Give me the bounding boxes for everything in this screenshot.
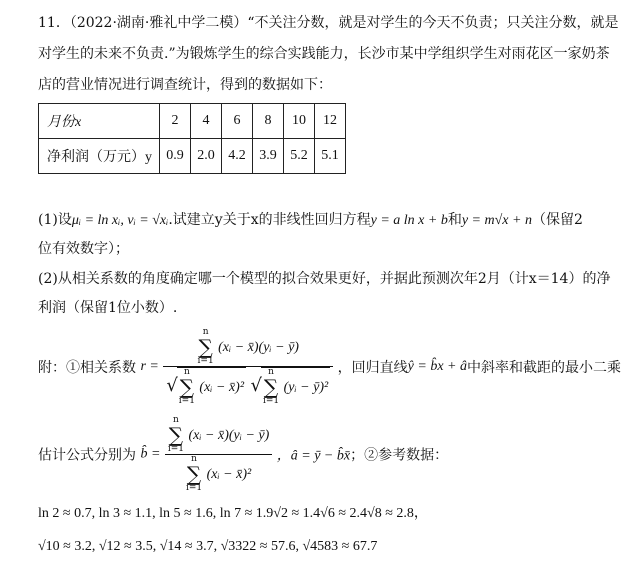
question-2-line-1: (2)从相关系数的角度确定哪一个模型的拟合效果更好，并据此预测次年2月（计x＝14）的净 [38,271,611,287]
table-cell: 3.9 [253,139,284,174]
question-1-line-2: 位有效数字）； [38,241,129,257]
reference-data-line-1: ln 2 ≈ 0.7, ln 3 ≈ 1.1, ln 5 ≈ 1.6, ln 7 ≈ 1.9√2 ≈ 1.4√6 ≈ 2.4√8 ≈ 2.8， [38,506,428,521]
table-cell: 4.2 [222,139,253,174]
table-cell: 0.9 [160,139,191,174]
sum-symbol: n ∑ i=1 [262,367,280,406]
r-fraction: n ∑ i=1 (xᵢ − x̄)(yᵢ − ȳ) √n ∑ i=1 (xᵢ − x̄)² √n ∑ i=1 (yᵢ − ȳ)² [163,328,333,406]
reference-data-line-2: √10 ≈ 3.2, √12 ≈ 3.5, √14 ≈ 3.7, √3322 ≈ 57.6, √4583 ≈ 67.7 [38,539,378,554]
table-cell: 8 [253,104,284,139]
q1-text: .试建立y关于x的非线性回归方程 [168,212,371,228]
intro-line-2: 对学生的未来不负责.”为锻炼学生的综合实践能力，长沙市某中学组织学生对雨花区一家奶茶 [38,46,610,62]
q1-prefix: (1)设 [38,212,72,228]
after-r-text: ，回归直线 [337,360,408,376]
table-row-month [39,104,346,139]
q1-model-sqrt: y = m√x + n [461,213,532,228]
after-regression-text: 中斜率和截距的最小二乘 [466,360,621,376]
question-2-line-2: 利润（保留1位小数）. [38,300,178,316]
b-fraction [165,416,272,493]
table-row-profit [39,139,346,174]
data-table [38,103,346,174]
table-cell: 2 [160,104,191,139]
regression-line: ŷ = b̂x + â [407,359,467,374]
table-header-month: 月份x [39,104,160,139]
table-cell: 5.2 [284,139,315,174]
intro-line-3: 店的营业情况进行调查统计，得到的数据如下： [38,77,332,93]
q1-model-log: y = a ln x + b [370,213,448,228]
question-1-line-1 [38,209,630,232]
table-header-profit: 净利润（万元）y [39,139,160,174]
intro-line-1: 11．（2022·湖南·雅礼中学二模）“不关注分数，就是对学生的今天不负责；只关注分数，就是 [38,15,619,31]
appendix-estimate [38,416,630,493]
b-lhs: b̂ = [140,446,161,462]
sum-symbol: n ∑ i=1 [167,415,185,454]
table-cell: 2.0 [191,139,222,174]
table-cell: 12 [315,104,346,139]
sum-symbol: n ∑ i=1 [178,367,195,406]
reference-label: ；②参考数据： [350,447,449,464]
table-cell: 10 [284,104,315,139]
r-denominator-x: (xᵢ − x̄)² [199,380,245,395]
sum-symbol: n ∑ i=1 [185,454,203,493]
q1-suffix: （保留2 [531,212,583,228]
table-cell: 5.1 [315,139,346,174]
r-denominator-y: (yᵢ − ȳ)² [283,380,329,395]
q1-substitution: μᵢ = ln xᵢ, vᵢ = √xᵢ [71,213,169,228]
estimate-label: 估计公式分别为 [38,447,136,464]
q1-and: 和 [447,212,462,228]
table-cell: 4 [191,104,222,139]
table-cell: 6 [222,104,253,139]
sum-symbol: n ∑ i=1 [197,327,214,366]
b-denominator: (xᵢ − x̄)² [206,467,252,482]
a-equation: ，â = ȳ − b̂x̄ [276,448,351,464]
appendix-correlation [38,328,630,406]
r-lhs: r = [140,359,159,374]
b-numerator: (xᵢ − x̄)(yᵢ − ȳ) [188,428,270,443]
r-numerator: (xᵢ − x̄)(yᵢ − ȳ) [218,340,299,355]
appendix-label: 附：①相关系数 [38,360,136,376]
